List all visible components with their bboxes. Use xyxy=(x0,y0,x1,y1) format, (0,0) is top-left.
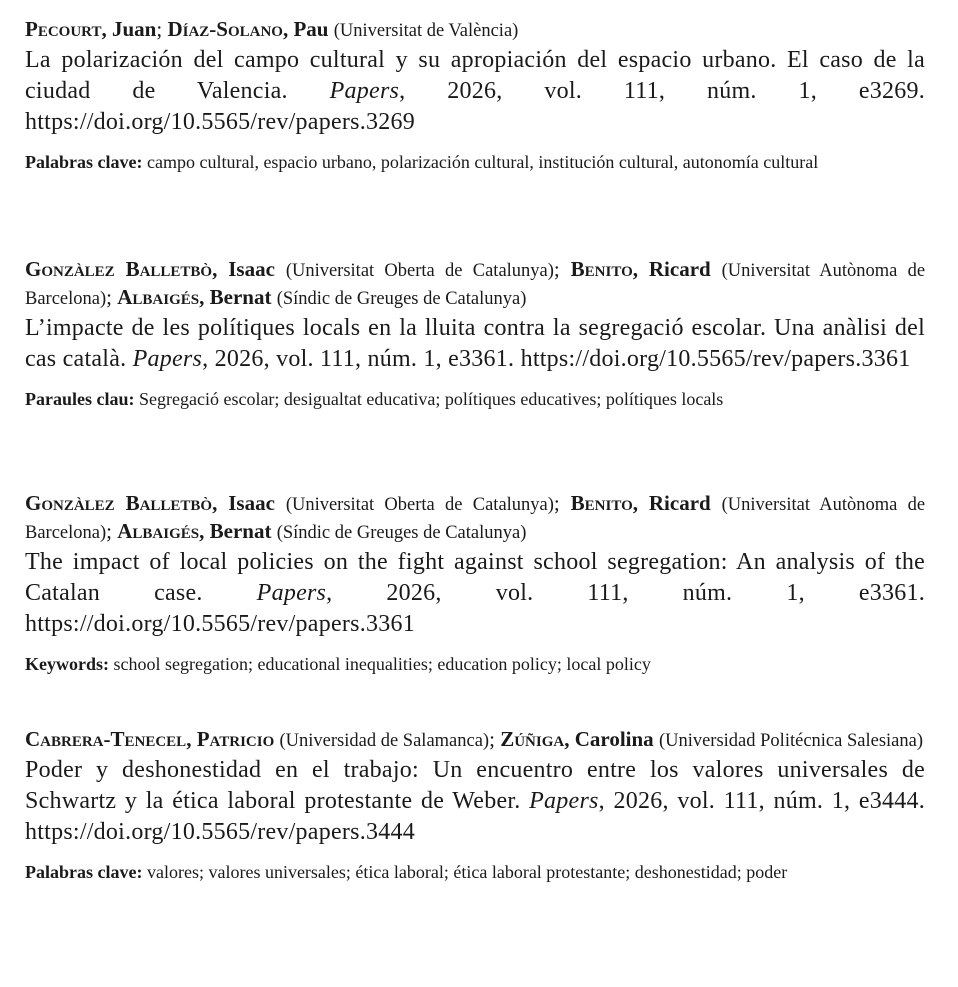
keywords-block xyxy=(25,148,925,177)
author-given-name: Ricard xyxy=(648,491,711,515)
keywords-text: school segregation; educational inequalities; education policy; local policy xyxy=(113,654,651,674)
article-title: L’impacte de les polítiques locals en la lluita contra la segregació escolar. Una anàlisi del cas català. xyxy=(25,315,925,372)
author-surname: Gonzàlez Balletbò xyxy=(25,491,213,515)
article-citation xyxy=(25,45,925,138)
author-affiliation: (Universitat Oberta de Catalunya) xyxy=(285,261,554,281)
author-given-name: Ricard xyxy=(648,257,711,281)
citation-details: , 2026, vol. 111, núm. 1, e3269. xyxy=(399,78,925,104)
author-surname: Díaz-Solano xyxy=(167,17,283,41)
author-name: Albaigés, Bernat xyxy=(117,519,272,543)
author-given-name: Isaac xyxy=(228,257,275,281)
keywords-block xyxy=(25,650,925,679)
author-line xyxy=(25,490,925,546)
article-entry xyxy=(25,16,925,177)
author-given-name: Juan xyxy=(111,17,157,41)
journal-name: Papers xyxy=(529,788,599,814)
author-affiliation: (Universidad Politécnica Salesiana) xyxy=(658,731,923,751)
article-entry xyxy=(25,490,925,679)
author-affiliation: (Universidad de Salamanca) xyxy=(279,731,490,751)
doi-link[interactable]: https://doi.org/10.5565/rev/papers.3361 xyxy=(520,346,911,372)
keywords-text: Segregació escolar; desigualtat educativa; polítiques educatives; polítiques locals xyxy=(139,389,724,409)
citation-details: , 2026, vol. 111, núm. 1, e3361. xyxy=(326,580,925,606)
author-separator: ; xyxy=(106,519,118,543)
keywords-text: campo cultural, espacio urbano, polarización cultural, institución cultural, autonomía cultural xyxy=(146,152,819,172)
keywords-block xyxy=(25,385,925,414)
article-title: The impact of local policies on the fight against school segregation: An analysis of the Catalan case. xyxy=(25,549,925,606)
author-affiliation: (Universitat Oberta de Catalunya) xyxy=(285,495,554,515)
author-separator: ; xyxy=(489,727,501,751)
journal-name: Papers xyxy=(329,78,400,104)
author-surname: Zúñiga xyxy=(500,727,565,751)
journal-name: Papers xyxy=(256,580,327,606)
author-given-name: Pau xyxy=(293,17,329,41)
author-affiliation: (Síndic de Greuges de Catalunya) xyxy=(276,523,527,543)
author-affiliation: (Universitat de València) xyxy=(333,21,519,41)
keywords-label: Palabras clave: xyxy=(25,152,143,172)
author-given-name: Bernat xyxy=(209,519,272,543)
article-title: La polarización del campo cultural y su apropiación del espacio urbano. El caso de la ciudad de Valencia. xyxy=(25,47,925,104)
doi-link[interactable]: https://doi.org/10.5565/rev/papers.3269 xyxy=(25,109,415,135)
author-given-name: Carolina xyxy=(574,727,654,751)
article-citation xyxy=(25,755,925,848)
author-given-name: Patricio xyxy=(196,727,275,751)
author-name: Gonzàlez Balletbò, Isaac xyxy=(25,257,275,281)
author-name: Gonzàlez Balletbò, Isaac xyxy=(25,491,275,515)
author-name: Benito, Ricard xyxy=(570,257,711,281)
author-name: Benito, Ricard xyxy=(570,491,711,515)
author-affiliation: (Síndic de Greuges de Catalunya) xyxy=(276,289,527,309)
citation-details: , 2026, vol. 111, núm. 1, e3444. xyxy=(598,788,925,814)
keywords-label: Paraules clau: xyxy=(25,389,135,409)
doi-link[interactable]: https://doi.org/10.5565/rev/papers.3444 xyxy=(25,819,415,845)
author-surname: Pecourt xyxy=(25,17,102,41)
author-surname: Benito xyxy=(570,491,633,515)
author-separator: ; xyxy=(553,257,571,281)
keywords-block xyxy=(25,858,925,887)
author-separator: ; xyxy=(553,491,571,515)
author-separator: ; xyxy=(156,17,168,41)
author-given-name: Isaac xyxy=(228,491,275,515)
journal-name: Papers xyxy=(132,346,203,372)
keywords-text: valores; valores universales; ética laboral; ética laboral protestante; deshonestidad; poder xyxy=(146,862,788,882)
author-surname: Cabrera-Tenecel xyxy=(25,727,187,751)
author-affiliation: (Universitat Autònoma de Barcelona) xyxy=(25,495,926,543)
author-separator: ; xyxy=(106,285,118,309)
author-surname: Albaigés xyxy=(117,285,200,309)
author-name: Albaigés, Bernat xyxy=(117,285,272,309)
author-name: Cabrera-Tenecel, Patricio xyxy=(25,727,275,751)
author-surname: Albaigés xyxy=(117,519,200,543)
author-affiliation: (Universitat Autònoma de Barcelona) xyxy=(25,261,926,309)
citation-details: , 2026, vol. 111, núm. 1, e3361. xyxy=(202,346,515,372)
keywords-label: Palabras clave: xyxy=(25,862,143,882)
article-title: Poder y deshonestidad en el trabajo: Un encuentro entre los valores universales de Schwartz y la ética laboral protestante de Weber. xyxy=(25,757,925,814)
author-line xyxy=(25,726,925,754)
article-entry xyxy=(25,256,925,414)
author-name: Díaz-Solano, Pau xyxy=(167,17,329,41)
author-line xyxy=(25,256,925,312)
doi-link[interactable]: https://doi.org/10.5565/rev/papers.3361 xyxy=(25,611,415,637)
author-surname: Benito xyxy=(570,257,633,281)
author-surname: Gonzàlez Balletbò xyxy=(25,257,213,281)
author-name: Pecourt, Juan xyxy=(25,17,157,41)
article-citation xyxy=(25,547,925,640)
article-citation xyxy=(25,313,925,375)
author-given-name: Bernat xyxy=(209,285,272,309)
author-line xyxy=(25,16,925,44)
author-name: Zúñiga, Carolina xyxy=(500,727,654,751)
keywords-label: Keywords: xyxy=(25,654,109,674)
article-entry xyxy=(25,726,925,887)
